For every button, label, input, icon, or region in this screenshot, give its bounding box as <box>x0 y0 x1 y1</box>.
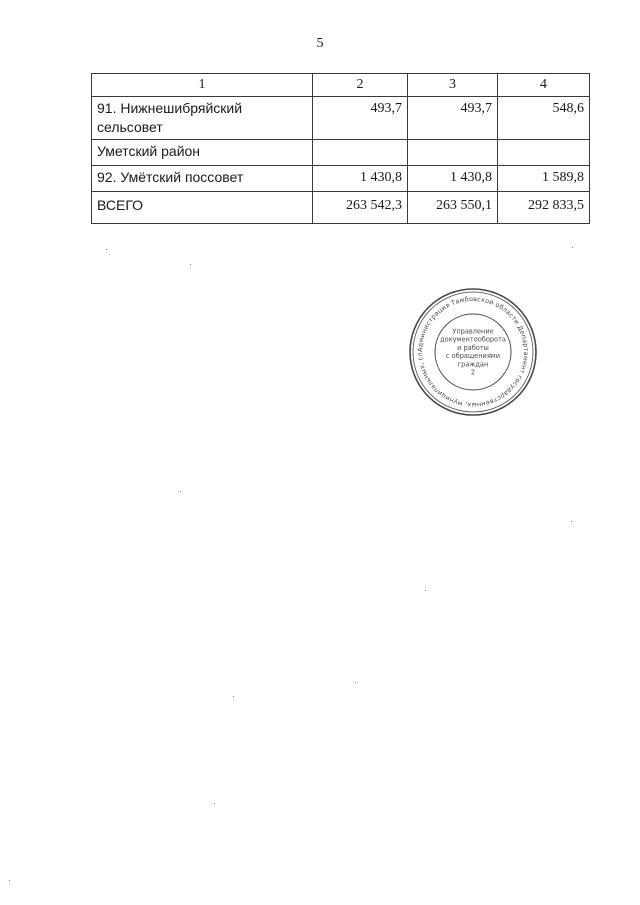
scan-speck <box>571 521 572 522</box>
cell-value: 493,7 <box>408 97 498 140</box>
scan-speck <box>572 247 573 248</box>
cell-value: 263 550,1 <box>408 192 498 224</box>
cell-value: 548,6 <box>498 97 590 140</box>
cell-value: 292 833,5 <box>498 192 590 224</box>
scan-speck <box>180 491 181 492</box>
column-header: 2 <box>313 74 408 97</box>
cell-value: 493,7 <box>313 97 408 140</box>
svg-text:Администрация Тамбовской облас: Администрация Тамбовской области Департамент государственных, муниципальных, сл <box>415 294 531 410</box>
row-name: 92. Умётский поссовет <box>92 166 313 192</box>
official-stamp <box>407 286 539 418</box>
column-header: 1 <box>92 74 313 97</box>
cell-value: 263 542,3 <box>313 192 408 224</box>
row-name: Уметский район <box>92 140 313 166</box>
table-row <box>92 97 590 140</box>
scan-speck <box>355 682 356 683</box>
column-header: 4 <box>498 74 590 97</box>
scan-speck <box>9 880 10 881</box>
page-number: 5 <box>316 36 324 51</box>
cell-value: 1 430,8 <box>313 166 408 192</box>
table-row <box>92 140 590 166</box>
scan-speck <box>233 696 234 697</box>
cell-value <box>408 140 498 166</box>
row-name: 91. Нижнешибряйский сельсовет <box>92 97 313 140</box>
scan-speck <box>214 803 215 804</box>
scan-speck <box>425 590 426 591</box>
table-row-total <box>92 192 590 224</box>
cell-value: 1 430,8 <box>408 166 498 192</box>
cell-value <box>498 140 590 166</box>
table-header-row <box>92 74 590 97</box>
cell-value: 1 589,8 <box>498 166 590 192</box>
column-header: 3 <box>408 74 498 97</box>
cell-value <box>313 140 408 166</box>
svg-text:Управлениедокументооборотаи ра: Управление документооборота и работы с обращениями граждан 2 <box>440 327 506 377</box>
stamp-seal-icon <box>407 286 539 418</box>
scan-speck <box>106 249 107 250</box>
row-name: ВСЕГО <box>92 192 313 224</box>
scan-speck <box>190 264 191 265</box>
table-row <box>92 166 590 192</box>
data-table <box>91 73 590 224</box>
